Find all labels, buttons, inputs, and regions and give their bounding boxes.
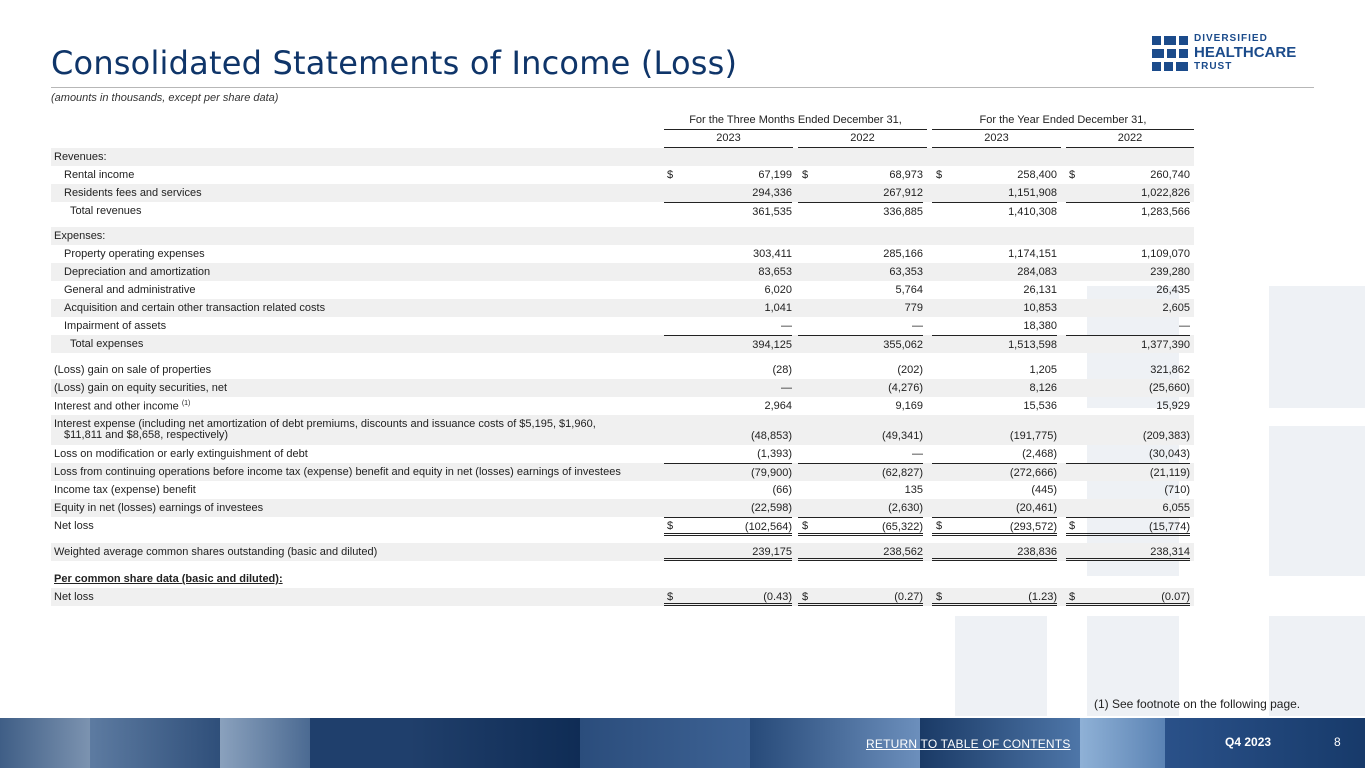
value-cell: (30,043) [1149, 448, 1190, 460]
value-cell: 1,410,308 [932, 202, 1057, 218]
title-divider [51, 87, 1314, 88]
currency-symbol: $ [802, 169, 809, 181]
currency-symbol: $ [936, 520, 943, 532]
row-label: Total revenues [70, 205, 142, 217]
row-gain-sale [51, 361, 1194, 379]
value-cell: (79,900) [664, 463, 792, 479]
row-per-share-heading [51, 570, 1194, 588]
row-label: General and administrative [64, 284, 196, 296]
row-interest-expense [51, 415, 1194, 445]
value-cell: (2,630) [888, 502, 923, 514]
row-label: Weighted average common shares outstanding (basic and diluted) [54, 546, 378, 558]
value-cell: 9,169 [895, 400, 923, 412]
value-cell: 239,175 [664, 546, 792, 561]
header-year-col3: 2023 [932, 132, 1061, 148]
row-label: Impairment of assets [64, 320, 167, 332]
row-income-tax [51, 481, 1194, 499]
logo-line3: TRUST [1194, 61, 1233, 72]
page-subtitle: (amounts in thousands, except per share data) [51, 92, 279, 104]
value-cell: 1,151,908 [1008, 187, 1057, 199]
value-cell: (202) [897, 364, 923, 376]
currency-symbol: $ [1069, 591, 1076, 603]
row-interest-income [51, 397, 1194, 415]
value-cell: (28) [772, 364, 792, 376]
value-cell: 18,380 [1023, 320, 1057, 332]
row-label: Property operating expenses [64, 248, 205, 260]
row-label [54, 400, 190, 413]
value-cell: (710) [1164, 484, 1190, 496]
value-cell: 239,280 [1150, 266, 1190, 278]
value-cell: 135 [904, 484, 923, 496]
row-weighted-shares [51, 543, 1194, 561]
row-label: Loss from continuing operations before income tax (expense) benefit and equity in net (losses) earnings of investees [54, 466, 621, 478]
row-loss-continuing [51, 463, 1194, 481]
header-year-col1: 2023 [664, 132, 793, 148]
footer-band [0, 718, 1365, 768]
value-cell: 8,126 [1029, 382, 1057, 394]
value-cell: 361,535 [664, 202, 792, 218]
value-cell: 2,605 [1162, 302, 1190, 314]
value-cell: 5,764 [895, 284, 923, 296]
footnote-ref: (1) [181, 400, 191, 407]
value-cell: — [912, 320, 923, 332]
value-cell: (1,393) [757, 448, 792, 460]
value-cell: 26,131 [1023, 284, 1057, 296]
value-cell: 284,083 [1017, 266, 1057, 278]
currency-symbol: $ [1069, 520, 1076, 532]
value-cell: (65,322) [798, 517, 923, 536]
bg-square [955, 616, 1047, 716]
row-loss-extinguishment [51, 445, 1194, 463]
value-cell: 355,062 [798, 335, 923, 351]
value-cell: (25,660) [1149, 382, 1190, 394]
currency-symbol: $ [667, 591, 674, 603]
value-cell: 2,964 [764, 400, 792, 412]
value-cell: 321,862 [1150, 364, 1190, 376]
value-cell: 63,353 [889, 266, 923, 278]
row-label: (Loss) gain on sale of properties [54, 364, 212, 376]
value-cell: (1.23) [932, 591, 1057, 606]
value-cell: 1,041 [764, 302, 792, 314]
row-equity-net [51, 499, 1194, 517]
value-cell: 238,314 [1066, 546, 1190, 561]
currency-symbol: $ [1069, 169, 1076, 181]
value-cell: 1,174,151 [1008, 248, 1057, 260]
value-cell: 1,377,390 [1066, 335, 1190, 351]
row-label: Equity in net (losses) earnings of investees [54, 502, 264, 514]
value-cell: 10,853 [1023, 302, 1057, 314]
row-label: Interest expense (including net amortization of debt premiums, discounts and issuance costs of $5,195, $1,960, [54, 418, 596, 430]
value-cell: (4,276) [888, 382, 923, 394]
row-label: (Loss) gain on equity securities, net [54, 382, 228, 394]
value-cell: 1,283,566 [1066, 202, 1190, 218]
value-cell: (66) [772, 484, 792, 496]
currency-symbol: $ [936, 591, 943, 603]
row-total-expenses [51, 335, 1194, 353]
row-property-operating [51, 245, 1194, 263]
row-label: Per common share data (basic and diluted): [54, 573, 283, 585]
value-cell: (209,383) [1142, 430, 1190, 442]
value-cell: 15,929 [1156, 400, 1190, 412]
value-cell: 238,836 [932, 546, 1057, 561]
row-label: Net loss [54, 591, 94, 603]
row-impairment [51, 317, 1194, 335]
company-logo [1152, 33, 1322, 77]
logo-mark-icon [1152, 36, 1188, 72]
value-cell: (0.27) [798, 591, 923, 606]
value-cell: 303,411 [753, 248, 792, 260]
value-cell: 238,562 [798, 546, 923, 561]
value-cell: (293,572) [932, 517, 1057, 536]
value-cell: (445) [1031, 484, 1057, 496]
header-year-col4: 2022 [1066, 132, 1194, 148]
logo-line2: HEALTHCARE [1194, 44, 1297, 61]
value-cell: (22,598) [751, 502, 792, 514]
logo-line1: DIVERSIFIED [1194, 33, 1268, 44]
row-label: Rental income [64, 169, 135, 181]
value-cell: 267,912 [883, 187, 923, 199]
value-cell: (0.43) [664, 591, 792, 606]
header-year-col2: 2022 [798, 132, 927, 148]
value-cell: 68,973 [889, 169, 923, 181]
value-cell: 294,336 [752, 187, 792, 199]
return-to-toc-link[interactable]: RETURN TO TABLE OF CONTENTS [866, 737, 1071, 751]
footer-quarter: Q4 2023 [1225, 735, 1272, 749]
row-net-loss [51, 517, 1194, 535]
value-cell: 6,055 [1162, 502, 1190, 514]
row-rental-income [51, 166, 1194, 184]
row-label: Expenses: [54, 230, 106, 242]
row-label: Loss on modification or early extinguishment of debt [54, 448, 308, 460]
currency-symbol: $ [802, 520, 809, 532]
header-three-months: For the Three Months Ended December 31, [664, 114, 927, 130]
row-label: Depreciation and amortization [64, 266, 211, 278]
value-cell: 336,885 [798, 202, 923, 218]
value-cell: 26,435 [1156, 284, 1190, 296]
value-cell: 6,020 [764, 284, 792, 296]
row-label: Net loss [54, 520, 94, 532]
page-title: Consolidated Statements of Income (Loss) [51, 44, 738, 82]
value-cell: 67,199 [758, 169, 792, 181]
row-label-continued: $11,811 and $8,658, respectively) [64, 429, 229, 441]
row-label: Revenues: [54, 151, 107, 163]
value-cell: 394,125 [664, 335, 792, 351]
row-general-admin [51, 281, 1194, 299]
value-cell: 1,109,070 [1141, 248, 1190, 260]
value-cell: (2,468) [1022, 448, 1057, 460]
value-cell: — [781, 320, 792, 332]
value-cell: 1,022,826 [1141, 187, 1190, 199]
value-cell: 258,400 [1017, 169, 1057, 181]
row-label: Residents fees and services [64, 187, 202, 199]
value-cell: 779 [904, 302, 923, 314]
value-cell: (15,774) [1066, 517, 1190, 536]
header-year: For the Year Ended December 31, [932, 114, 1194, 130]
bg-square [1269, 286, 1365, 408]
value-cell: — [912, 448, 923, 460]
value-cell: 1,205 [1029, 364, 1057, 376]
currency-symbol: $ [936, 169, 943, 181]
bg-square [1269, 426, 1365, 576]
row-label-text: Interest and other income [54, 400, 179, 413]
footnote: (1) See footnote on the following page. [1094, 697, 1301, 711]
row-depreciation [51, 263, 1194, 281]
value-cell: (21,119) [1066, 463, 1190, 479]
row-expenses [51, 227, 1194, 245]
currency-symbol: $ [802, 591, 809, 603]
row-net-loss-per-share [51, 588, 1194, 606]
row-acquisition [51, 299, 1194, 317]
value-cell: (102,564) [664, 517, 792, 536]
value-cell: 15,536 [1023, 400, 1057, 412]
value-cell: (272,666) [932, 463, 1057, 479]
value-cell: (20,461) [1016, 502, 1057, 514]
currency-symbol: $ [667, 169, 674, 181]
value-cell: 1,513,598 [932, 335, 1057, 351]
value-cell: 285,166 [883, 248, 923, 260]
currency-symbol: $ [667, 520, 674, 532]
value-cell: 260,740 [1150, 169, 1190, 181]
value-cell: (62,827) [798, 463, 923, 479]
row-revenues [51, 148, 1194, 166]
row-gain-equity [51, 379, 1194, 397]
value-cell: — [1179, 320, 1190, 332]
value-cell: (0.07) [1066, 591, 1190, 606]
value-cell: (191,775) [1009, 430, 1057, 442]
row-label: Income tax (expense) benefit [54, 484, 196, 496]
value-cell: — [781, 382, 792, 394]
value-cell: (48,853) [751, 430, 792, 442]
page-number: 8 [1334, 735, 1341, 749]
row-total-revenues [51, 202, 1194, 220]
value-cell: (49,341) [882, 430, 923, 442]
row-label: Acquisition and certain other transaction related costs [64, 302, 326, 314]
row-label: Total expenses [70, 338, 144, 350]
value-cell: 83,653 [758, 266, 792, 278]
row-residents-fees [51, 184, 1194, 202]
